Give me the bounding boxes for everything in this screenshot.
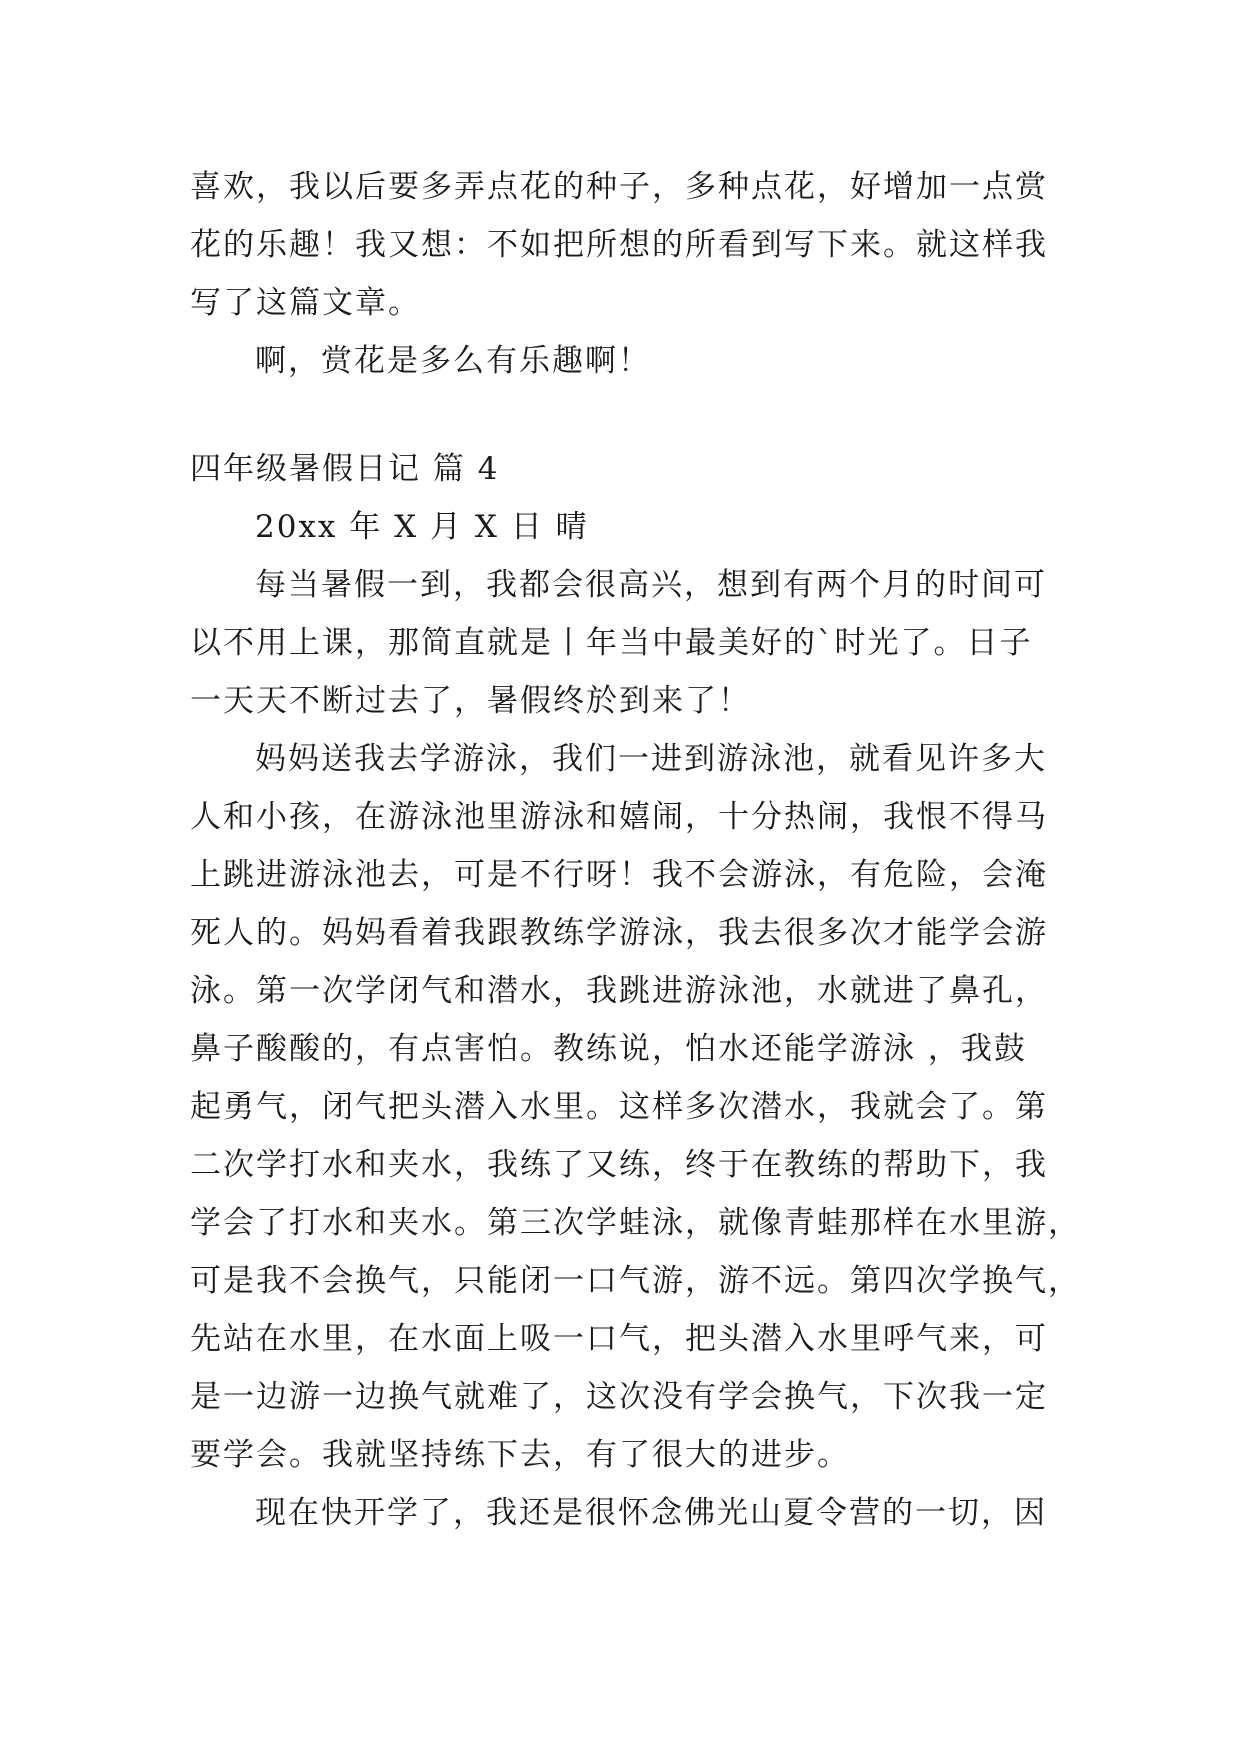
section-gap bbox=[190, 390, 1070, 440]
paragraph-line: 起勇气，闭气把头潜入水里。这样多次潜水，我就会了。第 bbox=[190, 1089, 1048, 1125]
document-body bbox=[190, 158, 1081, 1542]
paragraph-line: 是一边游一边换气就难了，这次没有学会换气，下次我一定 bbox=[190, 1379, 1048, 1415]
paragraph-line: 一天天不断过去了，暑假终於到来了！ bbox=[190, 683, 751, 719]
paragraph-line: 二次学打水和夹水，我练了又练，终于在教练的帮助下，我 bbox=[190, 1147, 1048, 1183]
paragraph-line: 现在快开学了，我还是很怀念佛光山夏令营的一切，因 bbox=[255, 1495, 1047, 1531]
section-title: 四年级暑假日记 篇 4 bbox=[190, 451, 500, 487]
paragraph-line: 鼻子酸酸的，有点害怕。教练说，怕水还能学游泳 ，我鼓 bbox=[190, 1031, 1027, 1067]
date-line: 20xx 年 X 月 X 日 晴 bbox=[255, 509, 589, 545]
paragraph-line: 先站在水里，在水面上吸一口气，把头潜入水里呼气来，可 bbox=[190, 1321, 1048, 1357]
paragraph-line: 泳。第一次学闭气和潜水，我跳进游泳池，水就进了鼻孔， bbox=[190, 973, 1048, 1009]
paragraph-line: 每当暑假一到，我都会很高兴，想到有两个月的时间可 bbox=[255, 567, 1047, 603]
paragraph-line: 人和小孩，在游泳池里游泳和嬉闹，十分热闹，我恨不得马 bbox=[190, 799, 1048, 835]
paragraph-line: 妈妈送我去学游泳，我们一进到游泳池，就看见许多大 bbox=[255, 741, 1047, 777]
paragraph-line: 上跳进游泳池去，可是不行呀！我不会游泳，有危险，会淹 bbox=[190, 857, 1048, 893]
paragraph-line: 喜欢，我以后要多弄点花的种子，多种点花，好增加一点赏 bbox=[190, 169, 1048, 205]
paragraph-line: 学会了打水和夹水。第三次学蛙泳，就像青蛙那样在水里游， bbox=[190, 1205, 1081, 1241]
paragraph-line: 写了这篇文章。 bbox=[190, 285, 421, 321]
paragraph-line: 要学会。我就坚持练下去，有了很大的进步。 bbox=[190, 1437, 850, 1473]
paragraph-line: 花的乐趣！我又想：不如把所想的所看到写下来。就这样我 bbox=[190, 227, 1048, 263]
paragraph-line: 以不用上课，那简直就是丨年当中最美好的`时光了。日子 bbox=[190, 625, 1033, 661]
paragraph-line: 死人的。妈妈看着我跟教练学游泳，我去很多次才能学会游 bbox=[190, 915, 1048, 951]
closing-line: 啊，赏花是多么有乐趣啊！ bbox=[255, 343, 651, 379]
paragraph-line: 可是我不会换气，只能闭一口气游，游不远。第四次学换气， bbox=[190, 1263, 1081, 1299]
